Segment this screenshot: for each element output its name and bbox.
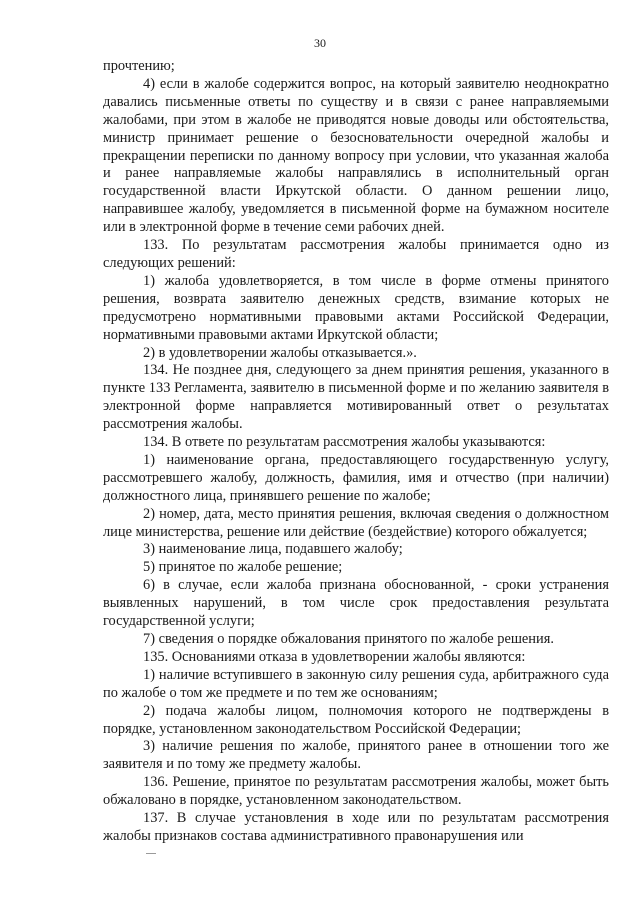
document-body [103, 58, 609, 846]
paragraph-135-item-2: 2) подача жалобы лицом, полномочия которого не подтверждены в порядке, установленном законодательством Российской Федерации; [103, 702, 609, 737]
paragraph-133-item-2: 2) в удовлетворении жалобы отказывается.». [143, 344, 417, 361]
paragraph-134-item-2: 2) номер, дата, место принятия решения, включая сведения о должностном лице министерства, решение или действие (бездействие) которого обжалуется; [103, 505, 609, 540]
paragraph-134-item-3: 3) наименование лица, подавшего жалобу; [143, 541, 403, 558]
scan-mark [146, 853, 156, 854]
paragraph-136: 136. Решение, принятое по результатам рассмотрения жалобы, может быть обжаловано в порядке, установленном законодательством. [103, 774, 609, 809]
paragraph-133-item-1: 1) жалоба удовлетворяется, в том числе в форме отмены принятого решения, возврата заявителю денежных средств, взимание которых не предусмотрено нормативными правовыми актами Российской Федерации, нормативными правовыми актами Иркутской области; [103, 272, 609, 343]
paragraph-133: 133. По результатам рассмотрения жалобы принимается одно из следующих решений: [103, 237, 609, 271]
paragraph-continuation: прочтению; [103, 58, 175, 74]
paragraph-134-item-6: 6) в случае, если жалоба признана обоснованной, - сроки устранения выявленных нарушений, в том числе срок предоставления результата государственной услуги; [103, 577, 609, 630]
paragraph-135-item-1: 1) наличие вступившего в законную силу решения суда, арбитражного суда по жалобе о том же предмете и по тем же основаниям; [103, 666, 609, 701]
paragraph-134-contents: 134. В ответе по результатам рассмотрения жалобы указываются: [143, 434, 546, 451]
paragraph-134-deadline: 134. Не позднее дня, следующего за днем принятия решения, указанного в пункте 133 Регламента, заявителю в письменной форме и по желанию заявителя в электронной форме направляется мотивированный ответ о результатах рассмотрения жалобы. [103, 362, 609, 433]
paragraph-135: 135. Основаниями отказа в удовлетворении жалобы являются: [143, 648, 526, 665]
page-number: 30 [314, 36, 326, 50]
paragraph-135-item-3: 3) наличие решения по жалобе, принятого ранее в отношении того же заявителя и по тому же предмету жалобы. [103, 738, 609, 773]
paragraph-134-item-5: 5) принятое по жалобе решение; [143, 559, 343, 576]
paragraph-item-4: 4) если в жалобе содержится вопрос, на который заявителю неоднократно давались письменные ответы по существу и в связи с ранее направляемыми жалобами, при этом в жалобе не приводятся новые доводы или обстоятельства, министр принимает решение о безосновательности очередной жалобы и прекращении переписки по данному вопросу при условии, что указанная жалоба и ранее направляемые жалобы направлялись в исполнительный орган государственной власти Иркутской области. О данном решении лицо, направившее жалобу, уведомляется в письменной форме на бумажном носителе или в электронной форме в течение семи рабочих дней. [103, 75, 609, 236]
paragraph-137: 137. В случае установления в ходе или по результатам рассмотрения жалобы признаков состава административного правонарушения или [103, 810, 609, 844]
paragraph-134-item-1: 1) наименование органа, предоставляющего государственную услугу, рассмотревшего жалобу, должность, фамилия, имя и отчество (при наличии) должностного лица, принявшего решение по жалобе; [103, 451, 609, 504]
paragraph-134-item-7: 7) сведения о порядке обжалования принятого по жалобе решения. [143, 631, 554, 647]
